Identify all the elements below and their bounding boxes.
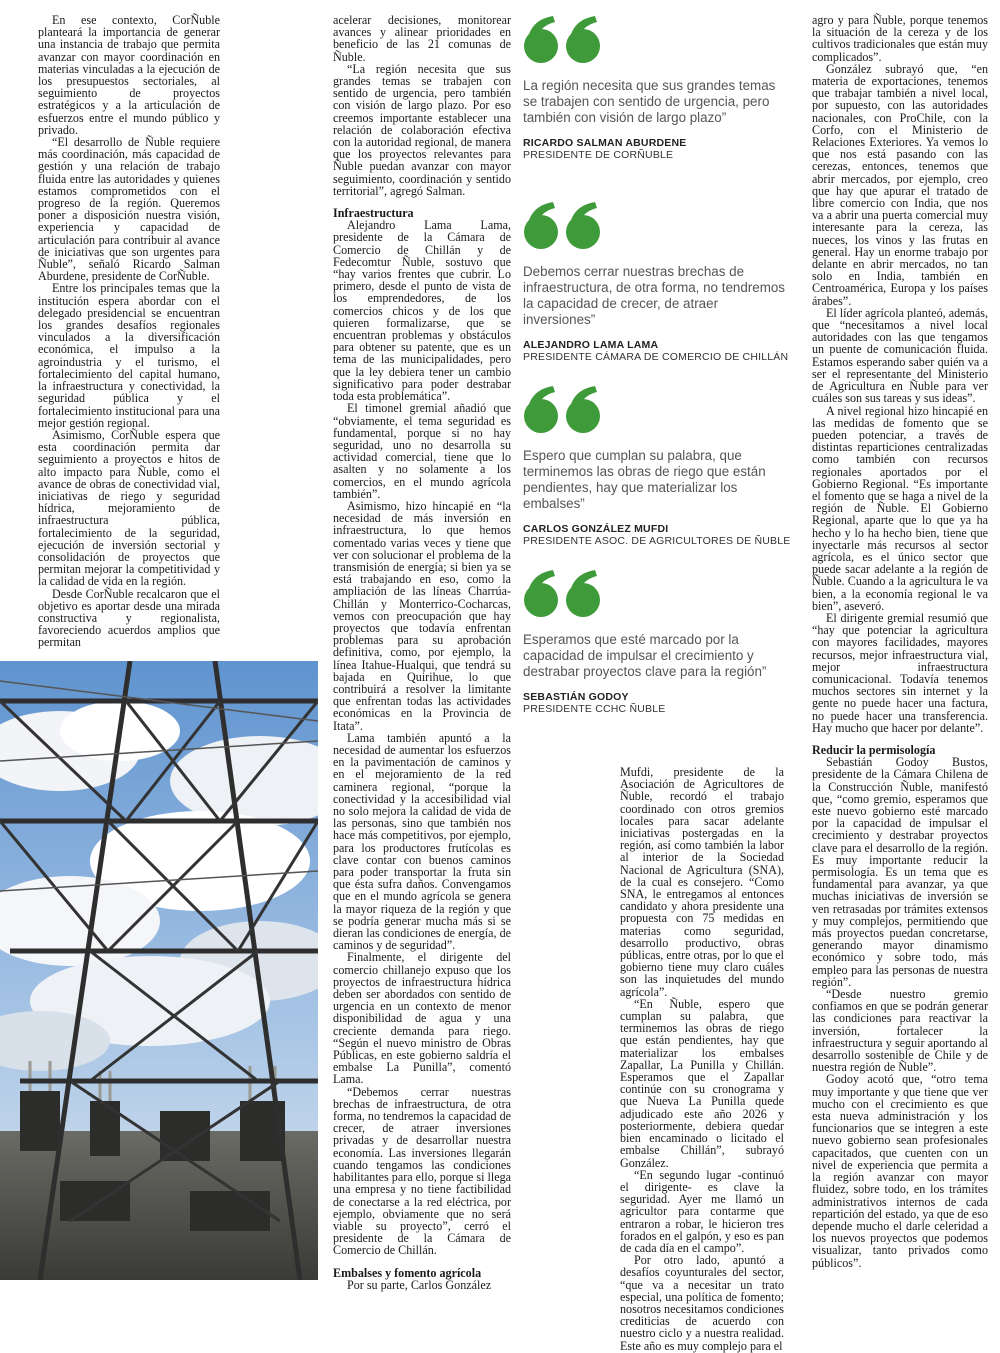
paragraph: Por otro lado, apuntó a desafíos coyunturales del sector, “que va a necesitar un trato especial, una política de fomento; nosotros necesitamos condiciones crediticias de acuerdo con nuestro ciclo y a nuestra realidad. Este año es muy complejo para el xyxy=(620,1253,784,1353)
pull-quote-godoy xyxy=(523,568,793,715)
quote-marks-icon xyxy=(523,384,605,434)
quote-author-role: PRESIDENTE CÁMARA DE COMERCIO DE CHILLÁN xyxy=(523,351,789,363)
quote-author-name: RICARDO SALMAN ABURDENE xyxy=(523,137,687,149)
quote-author-role: PRESIDENTE CCHC ÑUBLE xyxy=(523,703,666,715)
quote-text: Esperamos que esté marcado por la capacidad de impulsar el crecimiento y destrabar proyectos clave para la región” xyxy=(523,632,767,679)
paragraph: “En segundo lugar -continuó el dirigente- es clave la seguridad. Ayer me llamó un agricultor para contarme que entraron a robar, le hicieron tres forados en el galpón, y eso es pan de cada día en el campo”. xyxy=(620,1167,784,1255)
paragraph: “El desarrollo de Ñuble requiere más coordinación, más capacidad de gestión y una relación de trabajo fluida entre las autoridades y quienes estamos comprometidos con el progreso de la región. Queremos poner a disposición nuestra visión, experiencia y capacidad de articulación para contribuir al avance de iniciativas que son urgentes para Ñuble”, señaló Ricardo Salman Aburdene, presidente de CorÑuble. xyxy=(38,135,220,284)
paragraph: “Debemos cerrar nuestras brechas de infraestructura, de otra forma, no tendremos la capacidad de crecer, de atraer inversiones privadas y de desarrollar nuestra economía. Las inversiones llegarán cuando tengamos las condiciones habilitantes para ello, porque si llega una empresa y no tiene factibilidad de conectarse a la red eléctrica, por ejemplo, obviamente que no será viable su proyecto”, cerró el presidente de la Cámara de Comercio de Chillán. xyxy=(333,1084,511,1258)
paragraph: Desde CorÑuble recalcaron que el objetivo es aportar desde una mirada constructiva y regionalista, favoreciendo acuerdos amplios que permitan xyxy=(38,586,220,650)
section-heading-embalses: Embalses y fomento agrícola xyxy=(333,1265,482,1280)
paragraph: Godoy acotó que, “otro tema muy importante y que tiene que ver mucho con el crecimiento es que esta nueva administración y los funcionarios que se integren a este nuevo gobierno sean profesionales capacitados, que cuenten con un nivel de experiencia que permita a la región avanzar con mayor fluidez, sobre todo, en los trámites administrativos internos de cada repartición del estado, ya que de eso depende mucho el darle celeridad a los nuevos proyectos que podemos visualizar, tanto privados como públicos”. xyxy=(812,1072,988,1270)
paragraph: Entre los principales temas que la institución espera abordar con el delegado presidencial se encuentran los grandes desafíos regionales vinculados a la diversificación económica, el impulso a la agroindustria y el turismo, el fortalecimiento del capital humano, la infraestructura y conectividad, la seguridad pública y el fortalecimiento institucional para una mejor gestión regional. xyxy=(38,281,220,430)
pull-quote-lama xyxy=(523,200,793,363)
quote-author-name: CARLOS GONZÁLEZ MUFDI xyxy=(523,523,669,535)
quote-author-name: SEBASTIÁN GODOY xyxy=(523,691,629,703)
paragraph: Sebastián Godoy Bustos, presidente de la Cámara Chilena de la Construcción Ñuble, manifestó que, “como gremio, esperamos que este nuevo gobierno esté marcado por la capacidad de impulsar el crecimiento y destrabar proyectos clave para el desarrollo de la región. Es muy importante reducir la permisología. Es un tema que es fundamental para avanzar, ya que muchas iniciativas de inversión se ven retrasadas por trámites extensos y muy complejos, permitiendo que más proyectos puedan concretarse, generando mayor dinamismo económico y sobre todo, más empleo para las personas de nuestra región”. xyxy=(812,755,988,989)
section-heading-infraestructura: Infraestructura xyxy=(333,206,414,221)
quote-text: Espero que cumplan su palabra, que terminemos las obras de riego que están pendientes, hay que materializar los embalses” xyxy=(523,448,766,511)
pull-quote-salman xyxy=(523,14,793,161)
quote-marks-icon xyxy=(523,14,605,64)
paragraph: acelerar decisiones, monitorear avances y alinear prioridades en beneficio de las 21 comunas de Ñuble. xyxy=(333,13,511,64)
section-heading-permisologia: Reducir la permisología xyxy=(812,742,936,757)
paragraph: “La región necesita que sus grandes temas se trabajen con sentido de urgencia, pero también con visión de largo plazo. Por eso creemos importante establecer una relación de colaboración efectiva con la autoridad regional, de manera que los proyectos relevantes para Ñuble puedan avanzar con mayor seguimiento, coordinación y sentido territorial”, agregó Salman. xyxy=(333,61,511,198)
article-column-2 xyxy=(333,14,511,1291)
paragraph: Lama también apuntó a la necesidad de aumentar los esfuerzos en la pavimentación de caminos y en el mejoramiento de la red caminera regional, “porque la conectividad y la accesibilidad vial no solo mejora la calidad de vida de las personas, sino que también nos hace más competitivos, por ejemplo, para los productores frutícolas es clave contar con buenos caminos para poder transportar la fruta sin que ésta sufra daños. Convengamos que en el mundo agrícola se genera la mayor riqueza de la región y que se podría generar mucha más si se dieran las condiciones de energía, de caminos y de seguridad”. xyxy=(333,730,511,953)
paragraph: agro y para Ñuble, porque tenemos la situación de la cereza y de los cultivos tradicionales que están muy complicados”. xyxy=(812,13,988,64)
paragraph: González subrayó que, “en materia de exportaciones, tenemos que trabajar también a nivel local, por supuesto, con las autoridades nacionales, con ProChile, con la Corfo, con el Ministerio de Relaciones Exteriores. Ya vemos lo que nos está pasando con las cerezas, entonces, tenemos que abrir mercados, por ejemplo, creo que hay que apurar el tratado de libre comercio con India, que nos va a abrir una puerta comercial muy interesante para la cereza, las nueces, los vinos y las frutas en general. Hay un enorme trabajo por delante en abrir mercados, no tan solo en India, también en Centroamérica, Europa y los países árabes”. xyxy=(812,61,988,308)
paragraph: A nivel regional hizo hincapié en las medidas de fomento que se pueden potenciar, a través de distintas reparticiones centralizadas como también con recursos regionales aportados por el Gobierno Regional. “Es importante el fomento que se haga a nivel de la región de Ñuble. El Gobierno Regional, aparte que lo que ya ha hecho y lo ha hecho bien, tiene que inyectarle más recursos al sector agrícola, es el único sector que puede sacar adelante a la región de Ñuble. Cuando a la agricultura le va bien, a la economía regional le va bien”, aseveró. xyxy=(812,403,988,613)
article-column-4 xyxy=(812,14,988,1269)
article-column-1 xyxy=(38,14,220,649)
article-column-3 xyxy=(620,766,784,1352)
quote-marks-icon xyxy=(523,200,605,250)
paragraph: Mufdi, presidente de la Asociación de Agricultores de Ñuble, recordó el trabajo coordinado con otros gremios locales para sacar adelante iniciativas postergadas en la región, así como también la labor al interior de la Sociedad Nacional de Agricultura (SNA), de la cual es consejero. “Como SNA, le entregamos al entonces candidato y ahora presidente una propuesta con 75 medidas en materias como seguridad, desarrollo productivo, obras públicas, entre otras, por lo que el gobierno tiene muy claro cuáles son las inquietudes del mundo agrícola”. xyxy=(620,765,784,999)
transmission-tower-photo xyxy=(0,661,318,1280)
quote-text: La región necesita que sus grandes temas se trabajen con sentido de urgencia, pero también con visión de largo plazo” xyxy=(523,78,776,125)
paragraph: Por su parte, Carlos González xyxy=(347,1277,492,1292)
paragraph: Alejandro Lama Lama, presidente de la Cámara de Comercio de Chillán y de Fedecomtur Ñuble, sostuvo que “hay varios frentes que cubrir. Lo primero, desde el punto de vista de los emprendedores, de los comercios chicos y de los que quieren formalizarse, que se encuentran problemas y obstáculos para obtener su patente, que es un tema de las municipalidades, pero que la ley debiera tener un cambio significativo para poder destrabar toda esta problemática”. xyxy=(333,218,511,404)
paragraph: Asimismo, CorÑuble espera que esta coordinación permita dar seguimiento a proyectos e hitos de alto impacto para Ñuble, como el avance de obras de conectividad vial, iniciativas de riego y seguridad hídrica, mejoramiento de infraestructura pública, fortalecimiento de la seguridad, ejecución de inversión sectorial y consolidación de proyectos que permitan mejorar la competitividad y la calidad de vida en la región. xyxy=(38,427,220,589)
tower-illustration xyxy=(0,661,318,1280)
pull-quote-gonzalez xyxy=(523,384,793,547)
quote-author-name: ALEJANDRO LAMA LAMA xyxy=(523,339,659,351)
quote-author-role: PRESIDENTE DE CORÑUBLE xyxy=(523,149,674,161)
paragraph: “En Ñuble, espero que cumplan su palabra, que terminemos las obras de riego que están pendientes, hay que materializar los embalses Zapallar, La Punilla y Chillán. Esperamos que el Zapallar continúe con su cronograma y que Nueva La Punilla quede adjudicado este año 2026 y posteriormente, debiera quedar bien encaminado o licitado el embalse Chillán”, subrayó González. xyxy=(620,996,784,1170)
quote-text: Debemos cerrar nuestras brechas de infraestructura, de otra forma, no tendremos la capacidad de crecer, de atraer inversiones” xyxy=(523,264,785,327)
quote-marks-icon xyxy=(523,568,605,618)
paragraph: El dirigente gremial resumió que “hay que potenciar la agricultura con mayores facilidades, mayores recursos, mejor infraestructura vial, mejor infraestructura comunicacional. Todavía tenemos muchos sectores sin internet y la gente no puede hacer una factura, no puede hacer una transferencia. Hay mucho que hacer por delante”. xyxy=(812,610,988,735)
paragraph: “Desde nuestro gremio confiamos en que se podrán generar las condiciones para reactivar la inversión, fortalecer la infraestructura y seguir aportando al desarrollo sostenible de Chile y de nuestra región de Ñuble”. xyxy=(812,987,988,1075)
quote-author-role: PRESIDENTE ASOC. DE AGRICULTORES DE ÑUBLE xyxy=(523,535,791,547)
paragraph: En ese contexto, CorÑuble planteará la importancia de generar una instancia de trabajo que permita avanzar con mayor coordinación en materias vinculadas a la ejecución de los presupuestos sectoriales, al seguimiento de proyectos estratégicos y a la articulación de esfuerzos entre el mundo público y privado. xyxy=(38,13,220,137)
paragraph: Finalmente, el dirigente del comercio chillanejo expuso que los proyectos de infraestructura hídrica deben ser abordados con sentido de urgencia en un contexto de menor disponibilidad de agua y una creciente demanda para riego. “Según el nuevo ministro de Obras Públicas, en este gobierno saldría el embalse La Punilla”, comentó Lama. xyxy=(333,950,511,1087)
paragraph: El líder agrícola planteó, además, que “necesitamos a nivel local autoridades con las que tengamos un puente de comunicación fluida. Estamos esperando saber quién va a ser el representante del Ministerio de Agricultura en Ñuble para ver cuáles son sus tareas y sus ideas”. xyxy=(812,305,988,406)
paragraph: Asimismo, hizo hincapié en “la necesidad de más inversión en infraestructura, lo que hemos comentado varias veces y tiene que ver con solucionar el problema de la transmisión de energía; si bien ya se está trabajando en eso, como la ampliación de las líneas Charrúa-Chillán y Monterrico-Cocharcas, vemos con preocupación que hay proyectos que todavía enfrentan problemas para su aprobación definitiva, como, por ejemplo, la línea Itahue-Hualqui, que tendrá su bajada en Quirihue, lo que contribuirá a resolver la limitante que enfrentan todas las actividades económicas en la Provincia de Itata”. xyxy=(333,498,511,733)
paragraph: El timonel gremial añadió que “obviamente, el tema seguridad es fundamental, porque si no hay seguridad, uno no desarrolla su actividad comercial, tiene que lo asalten y no solamente a los comercios, en el mundo agrícola también”. xyxy=(333,401,511,501)
